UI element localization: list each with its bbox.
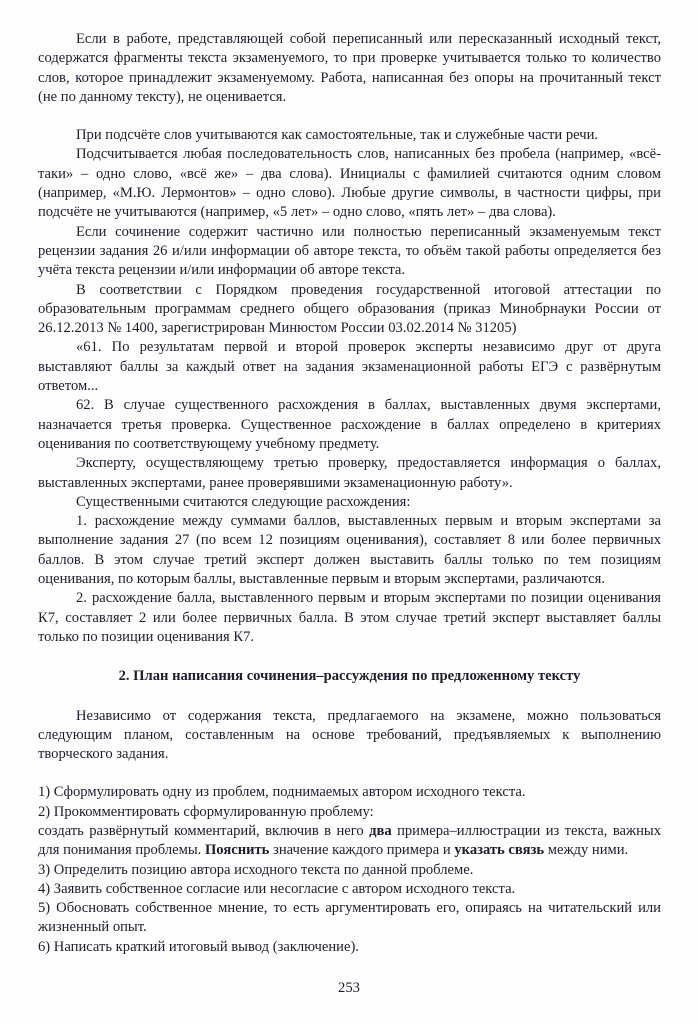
text-run: Эксперту, осуществляющему третью проверку, предоставляется информация о баллах, выставленных экспертами, ранее проверявшими экзаменационную работу». bbox=[38, 455, 661, 491]
paragraph bbox=[38, 589, 661, 647]
text-run: 4) Заявить собственное согласие или несогласие с автором исходного текста. bbox=[38, 880, 516, 897]
paragraph bbox=[38, 454, 661, 493]
text-run: 2. План написания сочинения–рассуждения по предложенному тексту bbox=[118, 668, 581, 685]
paragraph bbox=[38, 822, 661, 861]
paragraph bbox=[38, 783, 661, 802]
text-run: создать развёрнутый комментарий, включив в него bbox=[38, 822, 370, 839]
paragraph bbox=[38, 145, 661, 222]
text-run: Подсчитывается любая последовательность слов, написанных без пробела (например, «всё-таки» – одно слово, «всё же» – два слова). Инициалы с фамилией считаются одним словом (например, «М.Ю. Лермонтов» – одно слово). Любые другие символы, в частности цифры, при подсчёте не учитываются (например, «5 лет» – одно слово, «пять лет» – два слова). bbox=[38, 146, 661, 221]
bold-text-run: два bbox=[369, 822, 392, 839]
bold-text-run: указать связь bbox=[454, 842, 545, 859]
text-run: 1. расхождение между суммами баллов, выставленных первым и вторым экспертами за выполнение задания 27 (по всем 12 позициям оценивания), составляет 8 или более первичных баллов. В этом случае третий эксперт должен выставить баллы только по тем позициям оценивания, по которым баллы, выставленные первым и вторым экспертами, различаются. bbox=[38, 513, 661, 588]
text-run: 1) Сформулировать одну из проблем, поднимаемых автором исходного текста. bbox=[38, 784, 526, 801]
text-run: Если в работе, представляющей собой переписанный или пересказанный исходный текст, содержатся фрагменты текста экзаменуемого, то при проверке учитывается только то количество слов, которое принадлежит экзаменуемому. Работа, написанная без опоры на прочитанный текст (не по данному тексту), не оценивается. bbox=[38, 31, 661, 105]
text-run: При подсчёте слов учитываются как самостоятельные, так и служебные части речи. bbox=[76, 127, 599, 144]
text-run: примера–иллюстрации из текста, важных для понимания проблемы. bbox=[38, 822, 662, 859]
text-run: Независимо от содержания текста, предлагаемого на экзамене, можно пользоваться следующим планом, составленным на основе требований, предъявляемых к выполнению творческого задания. bbox=[38, 707, 661, 763]
text-run: между ними. bbox=[544, 842, 629, 859]
paragraph bbox=[38, 396, 661, 454]
paragraph bbox=[38, 281, 661, 339]
text-run: 2) Прокомментировать сформулированную проблему: bbox=[38, 803, 374, 820]
paragraph bbox=[38, 707, 661, 765]
paragraph bbox=[38, 861, 661, 880]
section-heading bbox=[38, 667, 661, 686]
paragraph bbox=[38, 338, 661, 396]
document-blocks bbox=[38, 30, 661, 957]
paragraph bbox=[38, 938, 661, 957]
paragraph bbox=[38, 899, 661, 938]
text-run: 6) Написать краткий итоговый вывод (заключение). bbox=[38, 938, 359, 955]
text-run: «61. По результатам первой и второй проверок эксперты независимо друг от друга выставляют баллы за каждый ответ на задания экзаменационной работы ЕГЭ с развёрнутым ответом... bbox=[38, 339, 661, 395]
paragraph bbox=[38, 880, 661, 899]
paragraph bbox=[38, 30, 661, 107]
paragraph bbox=[38, 493, 661, 512]
text-run: Существенными считаются следующие расхождения: bbox=[76, 493, 411, 510]
text-run: 62. В случае существенного расхождения в баллах, выставленных двумя экспертами, назначается третья проверка. Существенное расхождение в баллах определено в критериях оценивания по соответствующему учебному предмету. bbox=[38, 397, 661, 452]
text-run: значение каждого примера и bbox=[269, 842, 455, 859]
page-number: 253 bbox=[338, 979, 360, 996]
paragraph bbox=[38, 803, 661, 822]
paragraph bbox=[38, 512, 661, 589]
text-run: В соответствии с Порядком проведения государственной итоговой аттестации по образовательным программам среднего общего образования (приказ Минобрнауки России от 26.12.2013 № 1400, зарегистрирован Минюстом России 03.02.2014 № 31205) bbox=[38, 281, 661, 337]
text-run: 5) Обосновать собственное мнение, то есть аргументировать его, опираясь на читательский или жизненный опыт. bbox=[38, 900, 661, 936]
bold-text-run: Пояснить bbox=[204, 842, 270, 859]
text-run: Если сочинение содержит частично или полностью переписанный экзаменуемым текст рецензии задания 26 и/или информации об авторе текста, то объём такой работы определяется без учёта текста рецензии и/или информации об авторе текста. bbox=[38, 223, 661, 279]
paragraph bbox=[38, 223, 661, 281]
text-run: 2. расхождение балла, выставленного первым и вторым экспертами по позиции оценивания К7, составляет 2 или более первичных балла. В этом случае третий эксперт выставляет баллы только по позиции оценивания К7. bbox=[38, 590, 661, 645]
paragraph bbox=[38, 126, 661, 145]
text-run: 3) Определить позицию автора исходного текста по данной проблеме. bbox=[38, 861, 474, 878]
